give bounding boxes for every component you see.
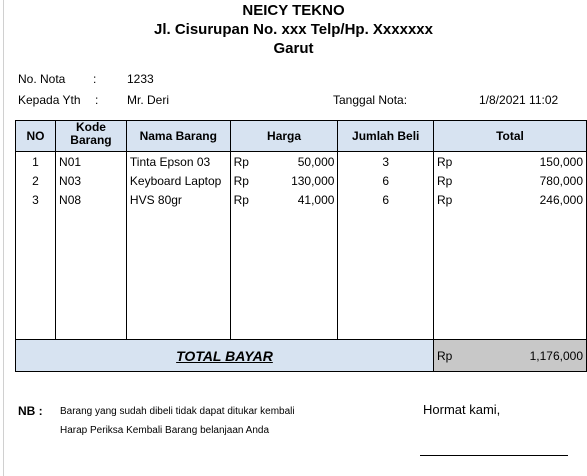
row-total-currency: Rp bbox=[436, 192, 453, 207]
grand-total-currency: Rp bbox=[436, 348, 453, 363]
row-total-value: 246,000 bbox=[539, 192, 583, 207]
row-nama: HVS 80gr bbox=[126, 190, 230, 209]
row-total-currency: Rp bbox=[436, 154, 453, 169]
header-nama: Nama Barang bbox=[126, 121, 230, 152]
row-jumlah: 3 bbox=[338, 152, 434, 172]
signature-label: Hormat kami, bbox=[423, 402, 501, 417]
row-no: 2 bbox=[16, 171, 56, 190]
row-harga-value: 130,000 bbox=[291, 173, 335, 188]
row-total bbox=[433, 152, 586, 172]
signature-line bbox=[420, 455, 568, 456]
header-kode-text: Kode Barang bbox=[70, 121, 112, 147]
grand-total-value: 1,176,000 bbox=[529, 348, 583, 363]
total-bayar-label: TOTAL BAYAR bbox=[176, 347, 273, 364]
row-kode: N08 bbox=[56, 190, 127, 209]
row-total-currency: Rp bbox=[436, 173, 453, 188]
table-row bbox=[16, 171, 587, 190]
row-total bbox=[433, 190, 586, 209]
no-nota-label: No. Nota bbox=[18, 72, 66, 86]
company-city: Garut bbox=[273, 40, 314, 57]
row-harga-currency: Rp bbox=[233, 154, 249, 169]
table-footer-row bbox=[16, 340, 587, 372]
total-bayar-cell bbox=[16, 340, 434, 372]
table-row bbox=[16, 190, 587, 209]
company-name: NEICY TEKNO bbox=[242, 2, 345, 19]
row-harga-value: 41,000 bbox=[297, 192, 335, 207]
sheet-edge-line bbox=[3, 0, 4, 476]
note-line-1: Barang yang sudah dibeli tidak dapat ditukar kembali bbox=[60, 406, 295, 417]
row-harga-value: 50,000 bbox=[297, 154, 335, 169]
row-nama: Keyboard Laptop bbox=[126, 171, 230, 190]
row-nama: Tinta Epson 03 bbox=[126, 152, 230, 172]
table-empty-space bbox=[16, 209, 587, 340]
row-jumlah: 6 bbox=[338, 190, 434, 209]
header-total: Total bbox=[433, 121, 586, 152]
no-nota-value: 1233 bbox=[127, 72, 154, 86]
row-harga bbox=[230, 190, 338, 209]
company-address: Jl. Cisurupan No. xxx Telp/Hp. Xxxxxxx bbox=[154, 21, 433, 38]
note-line-2: Harap Periksa Kembali Barang belanjaan Anda bbox=[60, 425, 270, 436]
invoice-table bbox=[15, 120, 587, 372]
row-no: 3 bbox=[16, 190, 56, 209]
kepada-separator: : bbox=[95, 93, 99, 107]
row-harga bbox=[230, 171, 338, 190]
tanggal-value: 1/8/2021 11:02 bbox=[479, 93, 559, 107]
tanggal-label: Tanggal Nota: bbox=[333, 93, 408, 107]
row-total-value: 150,000 bbox=[539, 154, 583, 169]
kepada-label: Kepada Yth bbox=[18, 93, 81, 107]
header-kode bbox=[56, 121, 127, 152]
header-no: NO bbox=[16, 121, 56, 152]
row-total bbox=[433, 171, 586, 190]
nb-label: NB : bbox=[18, 404, 43, 418]
row-kode: N03 bbox=[56, 171, 127, 190]
row-kode: N01 bbox=[56, 152, 127, 172]
row-harga-currency: Rp bbox=[233, 173, 249, 188]
grand-total-cell bbox=[433, 340, 586, 372]
row-jumlah: 6 bbox=[338, 171, 434, 190]
table-row bbox=[16, 152, 587, 172]
table-header-row bbox=[16, 121, 587, 152]
kepada-value: Mr. Deri bbox=[127, 93, 169, 107]
row-harga bbox=[230, 152, 338, 172]
header-jumlah: Jumlah Beli bbox=[338, 121, 434, 152]
no-nota-separator: : bbox=[93, 72, 97, 86]
row-no: 1 bbox=[16, 152, 56, 172]
row-total-value: 780,000 bbox=[539, 173, 583, 188]
header-harga: Harga bbox=[230, 121, 338, 152]
row-harga-currency: Rp bbox=[233, 192, 249, 207]
